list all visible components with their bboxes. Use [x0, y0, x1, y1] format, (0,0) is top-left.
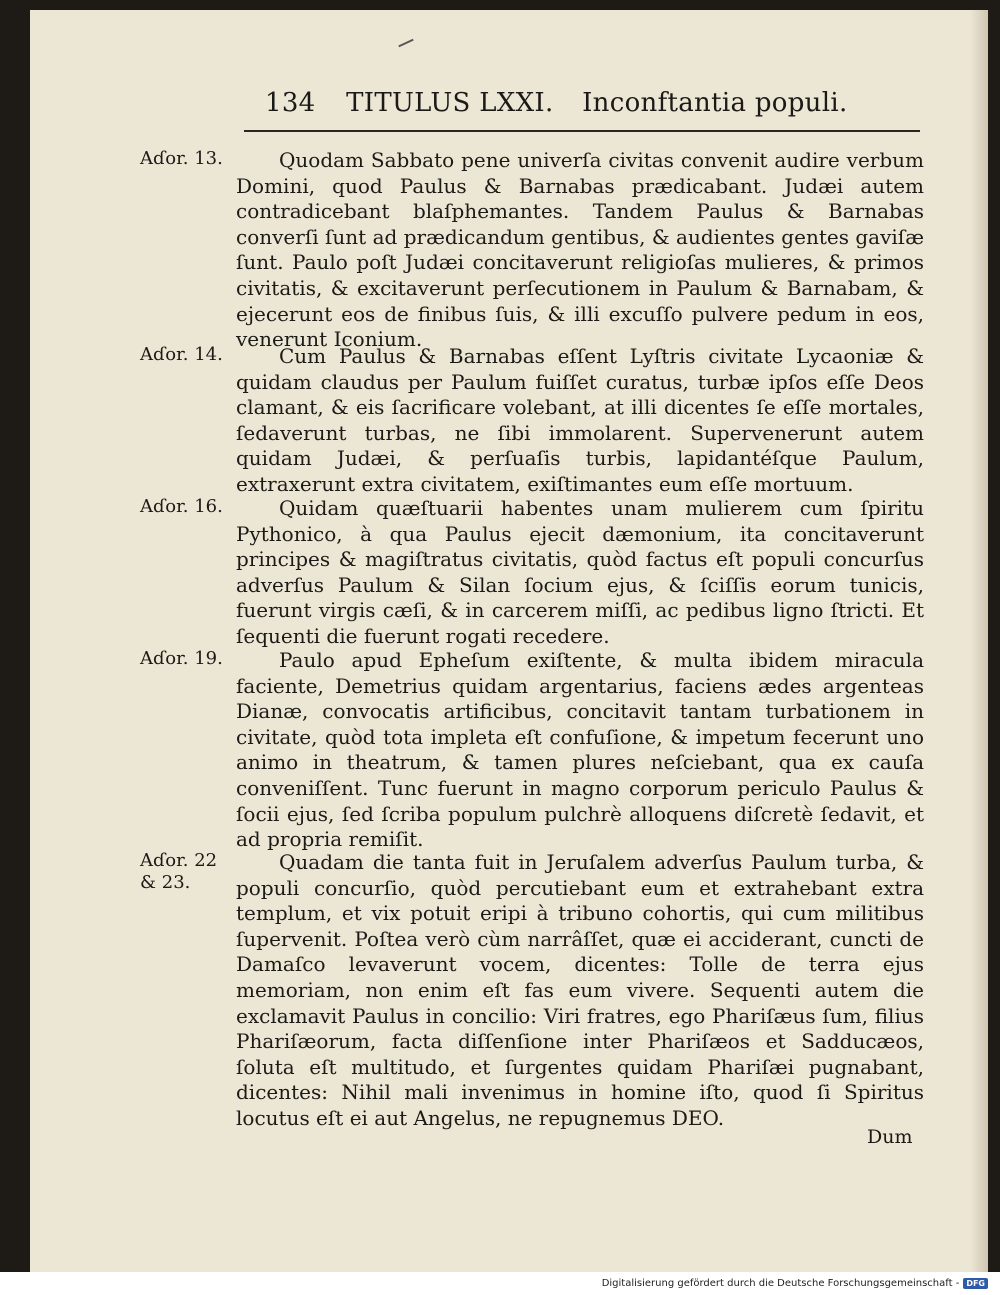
header-rule — [244, 130, 920, 132]
dfg-logo: DFG — [963, 1278, 988, 1289]
page-edge-shadow — [970, 10, 988, 1272]
marginal-reference: Aɗor. 14. — [140, 344, 223, 365]
marginal-reference: Aɗor. 13. — [140, 148, 223, 169]
page-number: 134 — [265, 88, 316, 118]
marginal-reference: Aɗor. 16. — [140, 496, 223, 517]
running-title: TITULUS LXXI. — [346, 88, 554, 118]
footer-text: Digitalisierung gefördert durch die Deutsche Forschungsgemeinschaft - — [601, 1278, 960, 1289]
paragraph: Cum Paulus & Barnabas eſſent Lyſtris civitate Lycaoniæ & quidam claudus per Paulum fuiſſet curatus, turbæ ipſos eſſe Deos clamant, & eis ſacrificare volebant, at illi dicentes ſe eſſe mortales, ſedaverunt turbas, ne ſibi immolarent. Supervenerunt autem quidam Judæi, & perſuaſis turbis, lapidantéſque Paulum, extraxerunt extra civitatem, exiſtimantes eum eſſe mortuum. — [236, 344, 924, 496]
catchword: Dum — [867, 1126, 913, 1148]
paragraph: Quodam Sabbato pene univerſa civitas convenit audire verbum Domini, quod Paulus & Barnabas prædicabant. Judæi autem contradicebant blaſphemantes. Tandem Paulus & Barnabas converſi ſunt ad prædicandum gentibus, & audientes gentes gaviſæ ſunt. Paulo poſt Judæi concitaverunt religioſas mulieres, & primos civitatis, & excitaverunt perſecutionem in Paulum & Barnabam, & ejecerunt eos de finibus ſuis, & illi excuſſo pulvere pedum in eos, venerunt Iconium. — [236, 148, 924, 352]
marginal-reference: Aɗor. 22 & 23. — [140, 850, 218, 893]
paragraph: Quidam quæſtuarii habentes unam mulierem cum ſpiritu Pythonico, à qua Paulus ejecit dæmonium, ita concitaverunt principes & magiſtratus civitatis, quòd factus eſt populi concurſus adverſus Paulum & Silan ſocium ejus, & ſciſſis eorum tunicis, fuerunt virgis cæſi, & in carcerem miſſi, ac pedibus ligno ſtricti. Et ſequenti die fuerunt rogati recedere. — [236, 496, 924, 648]
paragraph: Quadam die tanta fuit in Jeruſalem adverſus Paulum turba, & populi concurſio, quòd percutiebant eum et extrahebant extra templum, et vix potuit eripi à tribuno cohortis, qui cum militibus ſupervenit. Poſtea verò cùm narrâſſet, quæ ei acciderant, cuncti de Damaſco levaverunt vocem, dicentes: Tolle de terra ejus memoriam, non enim eſt fas eum vivere. Sequenti autem die exclamavit Paulus in concilio: Viri fratres, ego Phariſæus ſum, filius Phariſæorum, facta diſſenſione inter Phariſæos et Sadducæos, ſoluta eſt multitudo, et ſurgentes quidam Phariſæi pugnabant, dicentes: Nihil mali invenimus in homine iſto, quod ſi Spiritus locutus eſt ei aut Angelus, ne repugnemus DEO. — [236, 850, 924, 1130]
marginal-reference: Aɗor. 19. — [140, 648, 223, 669]
header-subject: Inconftantia populi. — [582, 88, 848, 118]
paragraph: Paulo apud Epheſum exiſtente, & multa ibidem miracula faciente, Demetrius quidam argentarius, faciens ædes argenteas Dianæ, convocatis artificibus, concitavit tantam turbationem in civitate, quòd tota impleta eſt confuſione, & impetum fecerunt uno animo in theatrum, & tamen plures neſciebant, qua ex cauſa conveniſſent. Tunc fuerunt in magno corporum periculo Paulus & ſocii ejus, ſed ſcriba populum pulchrè alloquens diſcretè ſedavit, et ad propria remiſit. — [236, 648, 924, 852]
digitization-credit — [602, 1278, 988, 1289]
page-header — [265, 88, 848, 118]
